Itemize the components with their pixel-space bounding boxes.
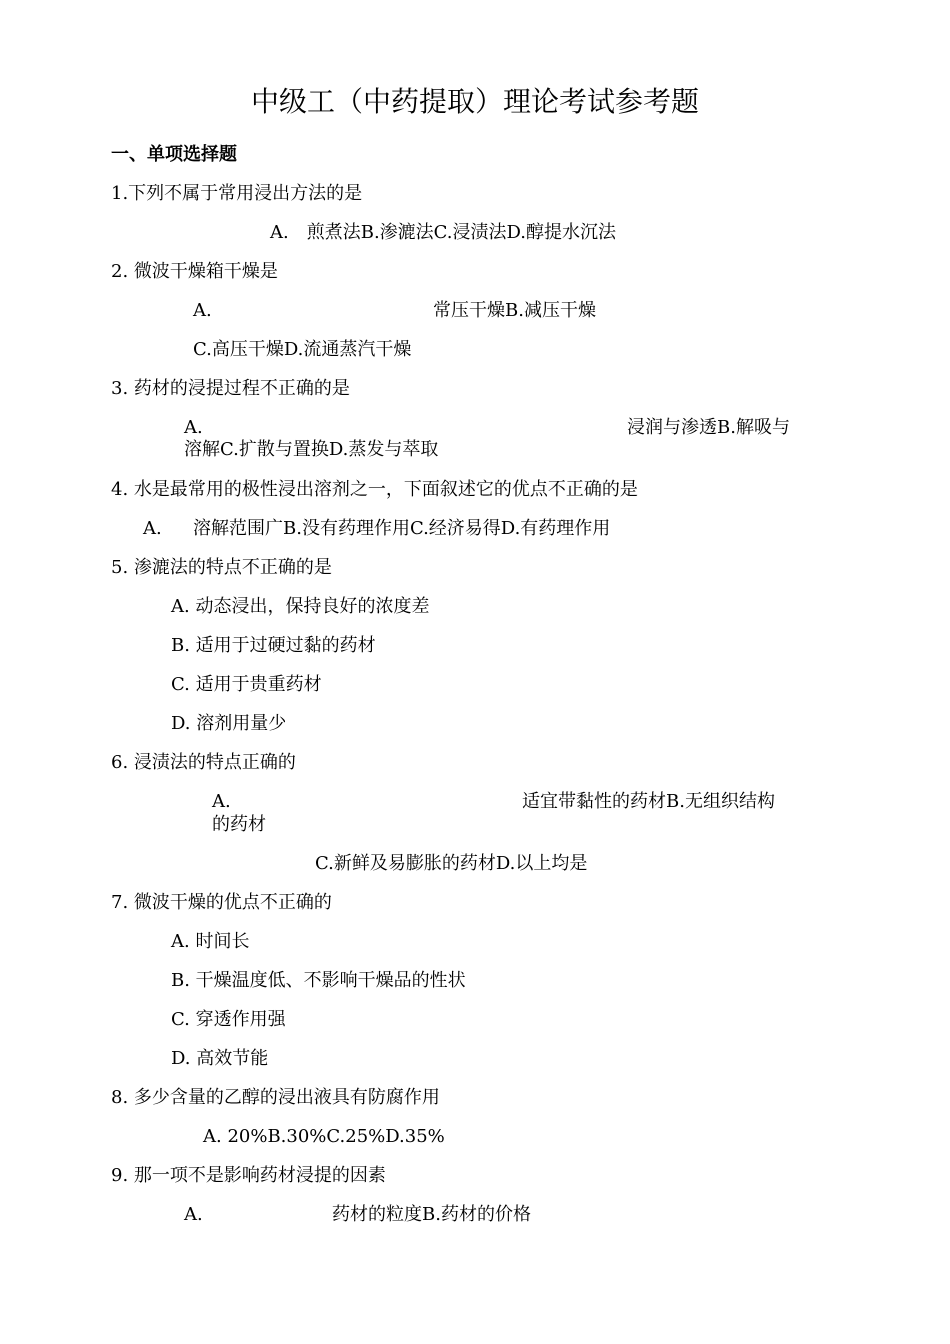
section-heading: 一、单项选择题 (111, 144, 237, 165)
question-5-stem: 5. 渗漉法的特点不正确的是 (111, 557, 332, 578)
question-2-option-c: C.高压干燥D.流通蒸汽干燥 (193, 339, 412, 360)
question-4-option-a-text: 溶解范围广B.没有药理作用C.经济易得D.有药理作用 (193, 518, 611, 539)
question-5-option: A. 动态浸出，保持良好的浓度差 (171, 596, 430, 617)
question-1-options: A. 煎煮法B.渗漉法C.浸渍法D.醇提水沉法 (270, 222, 617, 243)
question-7-option: D. 高效节能 (171, 1048, 269, 1069)
question-7-option: B. 干燥温度低、不影响干燥品的性状 (171, 970, 466, 991)
question-3-option-continuation: 溶解C.扩散与置换D.蒸发与萃取 (184, 439, 439, 460)
question-6-option-c: C.新鲜及易膨胀的药材D.以上均是 (315, 853, 588, 874)
question-3-stem: 3. 药材的浸提过程不正确的是 (111, 378, 350, 399)
question-9-stem: 9. 那一项不是影响药材浸提的因素 (111, 1165, 386, 1186)
question-8-options: A. 20%B.30%C.25%D.35% (203, 1126, 445, 1147)
question-8-stem: 8. 多少含量的乙醇的浸出液具有防腐作用 (111, 1087, 440, 1108)
document-title: 中级工（中药提取）理论考试参考题 (250, 85, 699, 118)
question-1-stem: 1.下列不属于常用浸出方法的是 (111, 183, 363, 204)
question-9-option-a-text: 药材的粒度B.药材的价格 (332, 1204, 531, 1225)
question-6-stem: 6. 浸渍法的特点正确的 (111, 752, 296, 773)
question-5-option: B. 适用于过硬过黏的药材 (171, 635, 376, 656)
question-2-option-a-text: 常压干燥B.减压干燥 (433, 300, 596, 321)
question-7-stem: 7. 微波干燥的优点不正确的 (111, 892, 332, 913)
question-3-option-a-text: 浸润与渗透B.解吸与 (627, 417, 790, 438)
question-2-stem: 2. 微波干燥箱干燥是 (111, 261, 278, 282)
question-4-option-a-letter: A. (143, 518, 162, 539)
question-3-option-a-letter: A. (184, 417, 203, 438)
question-2-option-a-letter: A. (193, 300, 212, 321)
question-7-option: A. 时间长 (171, 931, 250, 952)
question-6-option-a-text: 适宜带黏性的药材B.无组织结构 (522, 791, 775, 812)
question-7-option: C. 穿透作用强 (171, 1009, 286, 1030)
question-4-stem: 4. 水是最常用的极性浸出溶剂之一，下面叙述它的优点不正确的是 (111, 479, 638, 500)
question-6-option-continuation: 的药材 (212, 814, 266, 835)
question-9-option-a-letter: A. (184, 1204, 203, 1225)
question-5-option: C. 适用于贵重药材 (171, 674, 322, 695)
question-5-option: D. 溶剂用量少 (171, 713, 287, 734)
question-6-option-a-letter: A. (212, 791, 231, 812)
